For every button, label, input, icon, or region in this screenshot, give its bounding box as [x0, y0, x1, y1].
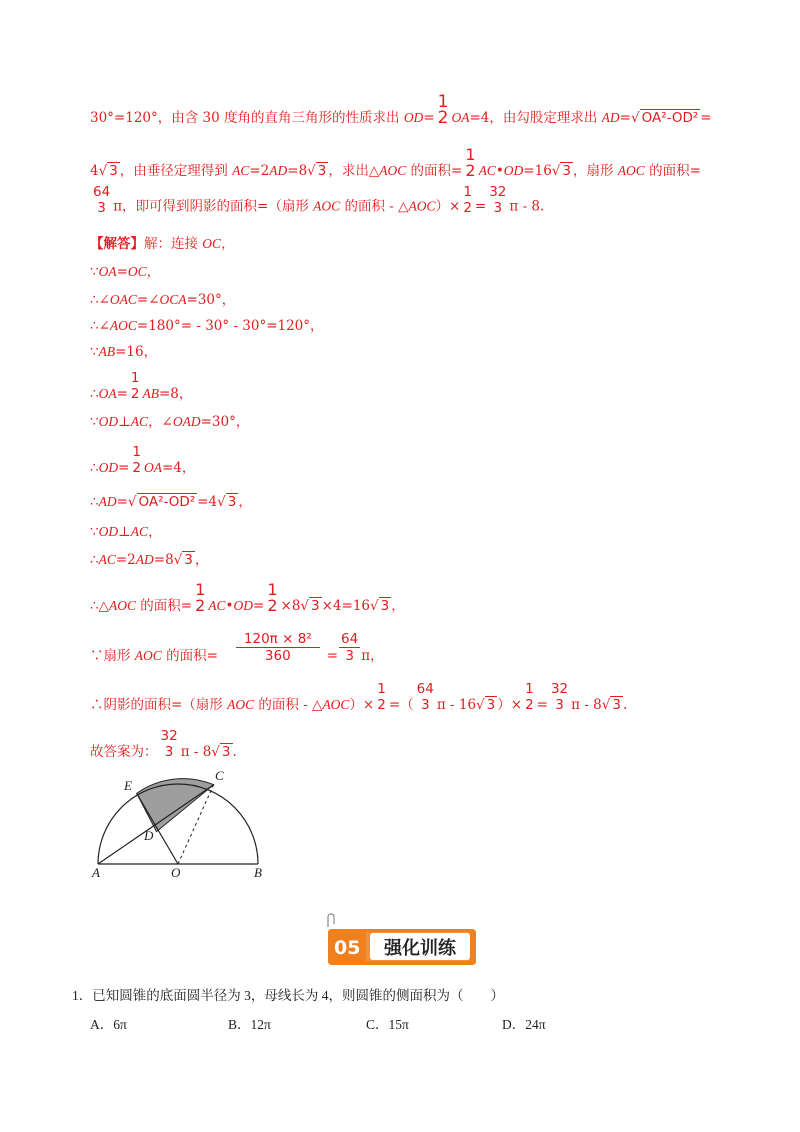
- solution-line-12: [90, 494, 252, 510]
- numerator: 1: [465, 144, 476, 164]
- denominator: 2: [130, 385, 140, 402]
- solution-line-11: [90, 443, 196, 476]
- text: ×4=16: [321, 598, 371, 614]
- solution-line-1: [90, 91, 712, 128]
- text: =: [619, 110, 631, 126]
- var: OAD: [172, 414, 201, 429]
- var: AC: [478, 163, 496, 178]
- solution-line-5: [90, 264, 160, 280]
- radicand: 3: [184, 552, 193, 568]
- fraction: [487, 184, 508, 216]
- denominator: 3: [420, 696, 430, 713]
- numerator: 64: [416, 680, 434, 697]
- text: 的面积=: [135, 598, 193, 614]
- var: AOC: [108, 598, 136, 613]
- var: OD: [98, 414, 119, 429]
- option-b[interactable]: B．12π: [228, 1017, 271, 1032]
- text: 的面积 - △: [254, 697, 323, 713]
- denominator: 2: [437, 107, 449, 128]
- text: ，: [148, 524, 162, 540]
- numerator: 1: [377, 680, 386, 697]
- fraction: [549, 681, 570, 713]
- fraction: [463, 144, 477, 180]
- radicand: 3: [317, 163, 327, 179]
- text: ∵: [90, 414, 99, 430]
- denominator: 2: [525, 696, 534, 713]
- numerator: 1: [525, 680, 534, 697]
- var: AC: [98, 552, 116, 567]
- text: =: [536, 697, 548, 713]
- fraction: [129, 370, 142, 402]
- text: =4: [197, 494, 218, 510]
- numerator: 120π × 8²: [236, 631, 320, 648]
- text: •: [495, 163, 504, 179]
- var: AOC: [408, 198, 436, 214]
- fraction: [130, 444, 143, 476]
- text: π - 8.: [509, 198, 545, 215]
- numerator: 1: [130, 369, 140, 386]
- text: ，: [146, 264, 161, 280]
- text: 30°=120°，由含 30 度角的直角三角形的性质求出: [90, 110, 404, 126]
- numerator: 64: [93, 184, 111, 200]
- text: ，: [221, 236, 235, 252]
- text: π，: [361, 648, 384, 664]
- sqrt: √ 3: [307, 163, 327, 179]
- var: OC: [202, 236, 222, 251]
- var: OAC: [109, 292, 137, 307]
- text: ∴阴影的面积=（扇形: [90, 697, 228, 713]
- text: ∵: [90, 524, 99, 540]
- var: OD: [233, 598, 254, 613]
- var: OD: [403, 110, 424, 125]
- label-a: A: [92, 865, 100, 879]
- label-e: E: [124, 778, 132, 793]
- text: =16，: [115, 344, 158, 360]
- fraction: [236, 631, 320, 664]
- text: π - 8: [571, 697, 602, 713]
- text: =180°= - 30° - 30°=120°，: [136, 318, 324, 334]
- var: AC: [130, 524, 149, 539]
- var: AD: [601, 110, 620, 125]
- section-badge-graphic: [324, 927, 476, 967]
- sqrt: √ 3: [476, 697, 496, 713]
- radicand: 3: [311, 598, 320, 614]
- denominator: 3: [164, 743, 174, 760]
- sqrt: √ 3: [300, 598, 320, 614]
- text: =4，: [162, 460, 196, 476]
- text: ∵: [90, 264, 99, 280]
- radicand: 3: [486, 697, 496, 713]
- label-d: D: [144, 828, 154, 843]
- text: ）×: [497, 697, 523, 713]
- var: OD: [503, 163, 524, 178]
- denominator: 3: [493, 200, 503, 216]
- solution-line-14: [90, 552, 208, 568]
- label-o: O: [171, 865, 181, 879]
- text: =8，: [159, 386, 193, 402]
- solution-line-10: [90, 414, 249, 430]
- sqrt: √ 3: [370, 598, 390, 614]
- text: 解：连接: [144, 236, 203, 252]
- radicand: 3: [109, 163, 118, 179]
- var: AOC: [617, 163, 645, 178]
- text: π - 8: [180, 744, 212, 760]
- var: OA: [98, 386, 117, 401]
- text: ∵扇形: [90, 648, 135, 664]
- answer-heading: 【解答】: [90, 236, 144, 252]
- var: AD: [269, 163, 288, 178]
- final-answer-label: 故答案为：: [90, 744, 158, 760]
- text: ）×: [435, 198, 461, 215]
- section-number: 05: [334, 937, 361, 959]
- text: =2: [115, 552, 136, 568]
- text: ∴: [90, 460, 99, 476]
- text: =16: [523, 163, 552, 179]
- denominator: 2: [132, 459, 141, 476]
- text: =8: [287, 163, 308, 179]
- radicand: 3: [221, 744, 231, 760]
- numerator: 64: [341, 631, 359, 647]
- numerator: 1: [437, 91, 449, 112]
- text: 4: [90, 163, 99, 179]
- denominator: 360: [264, 648, 291, 664]
- sqrt: √ 3: [211, 744, 231, 760]
- sqrt: √ 3: [173, 552, 193, 568]
- text: ，: [238, 494, 252, 510]
- text: =8: [153, 552, 174, 568]
- numerator: 1: [267, 579, 278, 599]
- option-d[interactable]: D．24π: [502, 1017, 546, 1032]
- numerator: 1: [195, 579, 206, 599]
- sqrt: √ 3: [217, 494, 237, 510]
- radicand: 3: [612, 697, 621, 713]
- solution-line-18: [90, 727, 237, 760]
- text: ，扇形: [573, 163, 618, 179]
- text: ∵: [90, 344, 99, 360]
- denominator: 2: [463, 200, 472, 216]
- solution-line-17: [90, 680, 628, 713]
- solution-line-4: [90, 236, 235, 252]
- denominator: 3: [97, 200, 106, 216]
- solution-line-9: [90, 369, 193, 402]
- shaded-region: [137, 779, 214, 832]
- text: ，∠: [148, 414, 173, 430]
- fraction: [339, 631, 360, 664]
- label-b: B: [254, 865, 262, 879]
- solution-line-6: [90, 292, 235, 308]
- text: =: [116, 494, 128, 510]
- solution-line-2: [90, 144, 701, 180]
- label-c: C: [215, 768, 224, 783]
- solution-line-16: [90, 631, 384, 664]
- fraction: [375, 681, 388, 713]
- text: 的面积 - △: [340, 198, 409, 215]
- radicand: 3: [562, 163, 571, 179]
- solution-line-3: [90, 184, 545, 216]
- text: =30°，: [186, 292, 236, 308]
- var: AOC: [379, 163, 407, 178]
- text: 的面积=: [161, 648, 218, 664]
- numerator: 1: [463, 184, 472, 200]
- radicand: OA²-OD²: [138, 494, 196, 510]
- fraction: [159, 728, 180, 760]
- var: OD: [98, 524, 119, 539]
- fraction: [415, 681, 436, 713]
- text: •: [225, 598, 234, 614]
- text: ∴: [90, 494, 99, 510]
- var: OD: [98, 460, 119, 475]
- var: AC: [130, 414, 149, 429]
- var: OCA: [159, 292, 187, 307]
- denominator: 2: [267, 595, 278, 615]
- text: 的面积=: [406, 163, 463, 179]
- option-c[interactable]: C．15π: [366, 1017, 409, 1032]
- numerator: 32: [489, 184, 507, 200]
- fraction: [193, 579, 207, 615]
- text: =: [423, 110, 435, 126]
- text: ⊥: [118, 414, 131, 430]
- sqrt: √ 3: [551, 163, 571, 179]
- var: AC: [208, 598, 226, 613]
- denominator: 2: [465, 160, 476, 180]
- fraction: [523, 681, 536, 713]
- denominator: 3: [345, 648, 354, 664]
- fraction: [461, 184, 474, 216]
- var: AB: [98, 344, 116, 359]
- denominator: 3: [555, 696, 564, 713]
- var: AD: [98, 494, 117, 509]
- text: ，: [194, 552, 209, 568]
- text: =2: [249, 163, 270, 179]
- var: AB: [142, 386, 159, 401]
- solution-line-7: [90, 318, 324, 334]
- numerator: 1: [132, 443, 141, 460]
- text: =∠: [136, 292, 160, 308]
- var: AD: [135, 552, 154, 567]
- text: ，由垂径定理得到: [119, 163, 233, 179]
- text: 的面积=: [644, 163, 701, 179]
- clip-icon: [324, 913, 338, 929]
- text: =: [326, 648, 339, 664]
- var: AOC: [322, 697, 350, 712]
- var: AOC: [134, 648, 162, 663]
- option-a[interactable]: A．6π: [90, 1017, 127, 1032]
- text: ∴: [90, 552, 99, 568]
- text: .: [232, 744, 237, 760]
- solution-line-13: [90, 524, 162, 540]
- text: =: [253, 598, 265, 614]
- text: =（: [388, 697, 414, 713]
- text: ∴△: [90, 598, 109, 614]
- fraction: [436, 91, 451, 128]
- text: =: [116, 264, 128, 280]
- text: .: [622, 697, 628, 713]
- var: AC: [232, 163, 250, 178]
- text: ×8: [280, 598, 301, 614]
- denominator: 2: [195, 595, 206, 615]
- text: =30°，: [200, 414, 250, 430]
- text: =: [116, 386, 128, 402]
- radicand: 3: [380, 598, 390, 614]
- section-title: 强化训练: [384, 938, 456, 959]
- section-badge: [324, 927, 476, 963]
- text: ∴: [90, 386, 99, 402]
- text: ，: [391, 598, 405, 614]
- numerator: 32: [550, 680, 569, 697]
- var: OA: [144, 460, 162, 475]
- text: =: [474, 198, 487, 215]
- numerator: 32: [160, 727, 178, 744]
- text: =: [118, 460, 130, 476]
- text: π，即可得到阴影的面积=（扇形: [113, 198, 314, 215]
- sqrt: √ 3: [98, 163, 118, 179]
- var: OA: [451, 110, 470, 125]
- fraction: [91, 184, 112, 216]
- var: AOC: [313, 198, 341, 214]
- text: ∴∠: [90, 292, 110, 308]
- solution-line-15: [90, 579, 405, 615]
- radicand: OA²-OD²: [641, 110, 699, 126]
- sqrt: √ 3: [601, 697, 621, 713]
- var: AOC: [227, 697, 255, 712]
- radicand: 3: [227, 494, 237, 510]
- denominator: 2: [377, 696, 386, 713]
- text: =4，由勾股定理求出: [469, 110, 602, 126]
- text: ⊥: [118, 524, 131, 540]
- text: ∴∠: [90, 318, 110, 334]
- text: ）×: [349, 697, 375, 713]
- semicircle-figure: [88, 764, 278, 879]
- var: OC: [127, 264, 147, 279]
- sqrt: √ OA²-OD²: [630, 110, 699, 126]
- text: ，求出△: [328, 163, 380, 179]
- fraction: [265, 579, 279, 615]
- solution-line-8: [90, 344, 157, 360]
- question-1: 1．已知圆锥的底面圆半径为 3，母线长为 4，则圆锥的侧面积为（ ）: [72, 988, 504, 1003]
- sqrt: √ OA²-OD²: [127, 494, 196, 510]
- text: =: [700, 110, 712, 126]
- var: AOC: [109, 318, 137, 333]
- text: π - 16: [436, 697, 477, 713]
- var: OA: [98, 264, 117, 279]
